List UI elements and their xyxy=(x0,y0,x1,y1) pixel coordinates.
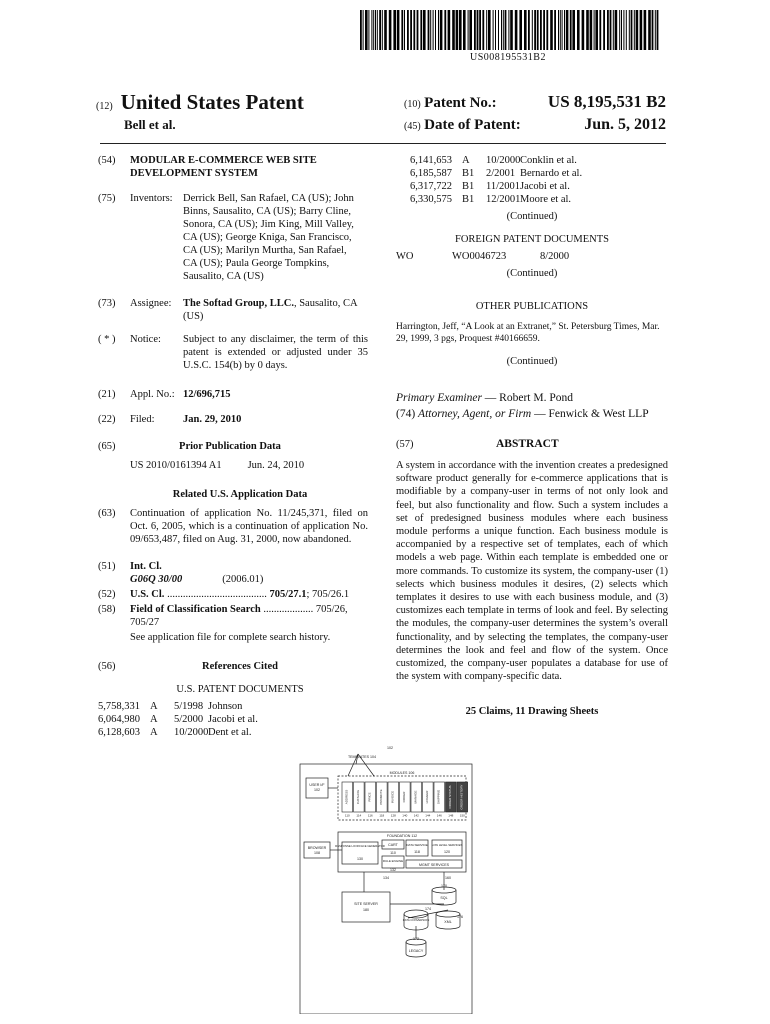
barcode-bar xyxy=(477,10,479,50)
response-label: RESPONSE LOOKFACE GENERATOR xyxy=(335,844,385,848)
barcode-bar xyxy=(570,10,572,50)
intcl-label: Int. Cl. xyxy=(130,561,162,572)
barcode-bar xyxy=(401,10,403,50)
intcl-class: G06Q 30/00 xyxy=(130,574,183,585)
reference-date: 10/2000 xyxy=(174,727,209,738)
barcode-bar xyxy=(373,10,374,50)
attorney-label: Attorney, Agent, or Firm xyxy=(418,408,532,420)
patent-header-left xyxy=(96,90,304,133)
reference-date: 5/1998 xyxy=(174,701,204,712)
barcode-bar xyxy=(459,10,462,50)
uscl-dots: ...................................... xyxy=(164,589,267,600)
barcode-bar xyxy=(623,10,624,50)
related-heading: Related U.S. Application Data xyxy=(172,489,308,500)
reference-no: 6,317,722 xyxy=(410,181,452,192)
barcode-bar xyxy=(501,10,502,50)
prior-pub-row xyxy=(130,459,370,472)
ref-134: 134 xyxy=(383,876,389,880)
prior-heading: Prior Publication Data xyxy=(179,441,281,452)
inventor-short: Bell et al. xyxy=(124,117,176,132)
code-12: (12) xyxy=(96,101,113,112)
field-dots: ................... xyxy=(260,604,314,615)
barcode-bar xyxy=(503,10,504,50)
barcode-bar xyxy=(423,10,426,50)
field-value: 705/26, 705/27 xyxy=(130,604,348,628)
intcl-code: (51) xyxy=(98,561,116,572)
foreign-number: WO0046723 xyxy=(452,251,507,262)
prior-date: Jun. 24, 2010 xyxy=(247,460,305,471)
barcode-bar xyxy=(393,10,396,50)
barcode-bar xyxy=(610,10,612,50)
barcode-bar xyxy=(493,10,494,50)
us-refs-list xyxy=(98,700,370,739)
barcode-bar xyxy=(413,10,415,50)
assignee-name: The Softad Group, LLC. xyxy=(183,298,294,309)
module-number: 142 xyxy=(413,813,419,818)
abstract-heading: ABSTRACT xyxy=(496,438,559,450)
barcode-bar xyxy=(515,10,518,50)
barcode-bar xyxy=(448,10,451,50)
module-number: 116 xyxy=(367,813,373,818)
barcode-bar xyxy=(488,10,491,50)
uscl-code: (52) xyxy=(98,589,116,600)
barcode-bar xyxy=(528,10,530,50)
foreign-date: 8/2000 xyxy=(540,251,570,262)
notice-code: ( * ) xyxy=(98,334,116,345)
sql-number: 170 xyxy=(441,884,447,888)
barcode xyxy=(360,10,662,50)
barcode-bar xyxy=(562,10,563,50)
legacy-cylinder xyxy=(406,939,426,957)
country-title: United States Patent xyxy=(120,90,304,114)
barcode-bar xyxy=(652,10,654,50)
module-name: ORDER STATUS xyxy=(447,785,452,809)
foreign-country: WO xyxy=(396,251,414,262)
reference-row xyxy=(98,700,370,713)
barcode-bar xyxy=(404,10,405,50)
barcode-bar xyxy=(603,10,605,50)
browser-label: BROWSER xyxy=(307,846,327,850)
attorney-row xyxy=(396,406,668,422)
barcode-bar xyxy=(655,10,656,50)
reference-row xyxy=(410,154,668,167)
module-name: PRICE xyxy=(367,792,372,802)
refs-heading: References Cited xyxy=(202,661,278,672)
barcode-bar xyxy=(428,10,430,50)
reference-row xyxy=(410,193,668,206)
uscl-label: U.S. Cl. xyxy=(130,589,165,600)
field-label: Field of Classification Search xyxy=(130,604,261,615)
barcode-bar xyxy=(640,10,643,50)
barcode-bar xyxy=(368,10,369,50)
invention-title: MODULAR E-COMMERCE WEB SITE DEVELOPMENT SYSTEM xyxy=(130,155,317,179)
appl-label: Appl. No.: xyxy=(130,389,175,400)
barcode-bar xyxy=(444,10,446,50)
barcode-bar xyxy=(519,10,522,50)
date-label: Date of Patent: xyxy=(424,117,521,133)
cart-label: CART xyxy=(388,843,398,847)
module-number: 148 xyxy=(448,813,454,818)
rule-engine-number: 132 xyxy=(390,868,396,872)
code-45: (45) xyxy=(404,121,421,132)
cart-number: 110 xyxy=(390,851,396,855)
abstract-heading-row xyxy=(396,438,668,451)
barcode-bar xyxy=(566,10,569,50)
reference-row xyxy=(410,167,668,180)
barcode-bar xyxy=(613,10,614,50)
intcl-row xyxy=(130,573,370,586)
reference-date: 2/2001 xyxy=(486,168,516,179)
module-number: 140 xyxy=(402,813,408,818)
site-server-number: 180 xyxy=(363,908,369,912)
barcode-bar xyxy=(456,10,459,50)
templates-label: TEMPLATES 104 xyxy=(347,755,377,759)
module-number: 128 xyxy=(390,813,396,818)
barcode-bar xyxy=(590,10,593,50)
user-if-number: 102 xyxy=(314,788,320,792)
barcode-bar xyxy=(479,10,481,50)
attorney-code: (74) xyxy=(396,408,416,420)
module-number: 144 xyxy=(425,813,431,818)
barcode-bar xyxy=(363,10,364,50)
reference-kind: A xyxy=(150,714,158,725)
reference-name: Conklin et al. xyxy=(520,155,577,166)
data-service-label: DATA SERVICE xyxy=(406,843,428,847)
barcode-bar xyxy=(540,10,542,50)
reference-kind: B1 xyxy=(462,181,475,192)
barcode-bar xyxy=(546,10,548,50)
barcode-bar xyxy=(607,10,609,50)
barcode-bar xyxy=(452,10,455,50)
inventors-label: Inventors: xyxy=(130,193,173,204)
reference-no: 6,185,587 xyxy=(410,168,452,179)
barcode-bar xyxy=(382,10,383,50)
barcode-bar xyxy=(433,10,434,50)
module-name: MANAGE xyxy=(413,790,418,804)
module-number: 118 xyxy=(379,813,385,818)
barcode-bar xyxy=(498,10,499,50)
barcode-bar xyxy=(534,10,536,50)
reference-no: 6,128,603 xyxy=(98,727,140,738)
module-name: LOGGER xyxy=(424,790,429,804)
barcode-bar xyxy=(430,10,431,50)
barcode-bar xyxy=(438,10,439,50)
examiner-name: — Robert M. Pond xyxy=(481,392,573,404)
assignee-label: Assignee: xyxy=(130,298,172,309)
reference-no: 6,330,575 xyxy=(410,194,452,205)
barcode-bar xyxy=(621,10,622,50)
barcode-bar xyxy=(440,10,443,50)
user-if-label: USER I/F xyxy=(309,783,325,787)
reference-row xyxy=(410,180,668,193)
us-refs-cont-list xyxy=(410,154,668,206)
rule-engine-label: RULE ENGINE xyxy=(382,859,404,863)
barcode-bar xyxy=(468,10,469,50)
reference-kind: B1 xyxy=(462,194,475,205)
barcode-bar xyxy=(495,10,496,50)
barcode-bar xyxy=(629,10,630,50)
barcode-bar xyxy=(615,10,618,50)
barcode-bar xyxy=(550,10,553,50)
reference-kind: A xyxy=(150,727,158,738)
data-conversion-number: 174 xyxy=(425,907,431,911)
reference-name: Jacobi et al. xyxy=(208,714,258,725)
reference-kind: A xyxy=(150,701,158,712)
representative-figure xyxy=(298,742,478,1014)
barcode-bar xyxy=(524,10,527,50)
claims-sheets: 25 Claims, 11 Drawing Sheets xyxy=(465,706,599,718)
barcode-bar xyxy=(482,10,484,50)
barcode-bar xyxy=(379,10,381,50)
cont-code: (63) xyxy=(98,508,116,519)
patent-date: Jun. 5, 2012 xyxy=(584,116,666,133)
ref-160: 160 xyxy=(445,876,451,880)
continued-1: (Continued) xyxy=(506,211,558,222)
prior-pub: US 2010/0161394 A1 xyxy=(130,460,222,471)
barcode-bar xyxy=(599,10,601,50)
header-rule xyxy=(100,143,666,144)
barcode-bar xyxy=(384,10,387,50)
barcode-bar xyxy=(486,10,487,50)
reference-row xyxy=(98,726,370,739)
appl-code: (21) xyxy=(98,389,116,400)
barcode-bar xyxy=(560,10,561,50)
barcode-bar xyxy=(474,10,476,50)
appl-number: 12/696,715 xyxy=(183,389,231,400)
modules-label: MODULES 106 xyxy=(389,771,415,775)
uscl-main: 705/27.1 xyxy=(269,589,307,600)
barcode-bar xyxy=(537,10,539,50)
uscl-rest: ; 705/26.1 xyxy=(306,589,350,600)
legacy-number: 172 xyxy=(413,937,419,941)
assignee-code: (73) xyxy=(98,298,116,309)
reference-kind: B1 xyxy=(462,168,475,179)
reference-no: 6,141,653 xyxy=(410,155,452,166)
barcode-bar xyxy=(365,10,368,50)
module-number: 146 xyxy=(436,813,442,818)
assignee-location: , Sausalito, CA (US) xyxy=(183,298,357,322)
other-heading: OTHER PUBLICATIONS xyxy=(475,301,589,312)
xml-number: 176 xyxy=(457,915,463,919)
filed-label: Filed: xyxy=(130,414,155,425)
barcode-bar xyxy=(543,10,545,50)
barcode-bar xyxy=(586,10,589,50)
title-code: (54) xyxy=(98,155,116,166)
field-note: See application file for complete search history. xyxy=(130,632,331,643)
patent-no-label: Patent No.: xyxy=(424,95,497,111)
module-name: ORDER xyxy=(401,791,406,803)
data-service-number: 118 xyxy=(414,850,420,854)
barcode-bar xyxy=(508,10,509,50)
barcode-bar xyxy=(469,10,472,50)
patent-header-right xyxy=(404,92,666,134)
module-name: ORDER HISTORY xyxy=(459,784,464,810)
foreign-ref xyxy=(396,250,668,263)
module-name: ADDRESS xyxy=(344,789,349,805)
notice-label: Notice: xyxy=(130,334,161,345)
barcode-bar xyxy=(577,10,580,50)
reference-row xyxy=(98,713,370,726)
barcode-bar xyxy=(636,10,639,50)
reference-date: 10/2000 xyxy=(486,155,521,166)
barcode-bar xyxy=(634,10,635,50)
reference-no: 5,758,331 xyxy=(98,701,140,712)
barcode-bar xyxy=(595,10,598,50)
reference-name: Bernardo et al. xyxy=(520,168,583,179)
notice-text: Subject to any disclaimer, the term of this patent is extended or adjusted under 35 U.S.C. 154(b) by 0 days. xyxy=(183,334,368,371)
continued-3: (Continued) xyxy=(506,356,558,367)
barcode-bar xyxy=(558,10,559,50)
attorney-name: — Fenwick & West LLP xyxy=(531,408,649,420)
low-level-label: LOW LEVEL SERVICES xyxy=(431,843,463,847)
barcode-bar xyxy=(377,10,378,50)
module-name: PROMOTE xyxy=(378,789,383,805)
low-level-number: 120 xyxy=(444,850,450,854)
xml-label: XML xyxy=(444,920,452,924)
patent-number: US 8,195,531 B2 xyxy=(547,92,666,111)
barcode-bar xyxy=(417,10,419,50)
module-boxes xyxy=(342,782,468,818)
module-number: 114 xyxy=(356,813,362,818)
data-conversion-label: DATA CONVERSION xyxy=(402,918,430,922)
refs-code: (56) xyxy=(98,661,116,672)
barcode-bar xyxy=(657,10,659,50)
barcode-bar xyxy=(564,10,565,50)
module-name: INVOICE xyxy=(390,790,395,804)
module-name: SHIPPING xyxy=(436,789,441,805)
barcode-bar xyxy=(619,10,620,50)
abstract-text: A system in accordance with the invention creates a predesigned software product generally for e-commerce applications that is modifiable by a company-user in terms of not only look and feel, but also functionality and flow. Such a system includes a set of predesigned business modules where each business module performs a unique function. Each business module is accompanied by a respective set of templates, each of which models a web page. Within each template is embedded one or more commands. To customize its system, the company-user (1) selects which business modules it desires, (2) selects which templates it desires to use with each business module, and (3) customizes each template in terms of look and feel. By selecting the modules, the company-user determines the system’s overall functionality, and by selecting the templates, the company-user determines the look and feel and flow of the system. Once customized, the company-user populates a database for use of the system with company-specific data. xyxy=(396,460,668,683)
barcode-bar xyxy=(631,10,633,50)
site-server-label: SITE SERVER xyxy=(354,902,378,906)
inventors-text: Derrick Bell, San Rafael, CA (US); John Binns, Sausalito, CA (US); Barry Cline, Sonora, CA (US); Jim King, Mill Valley, CA (US); George Kniga, San Francisco, CA (US); Marilyn Murtha, San Rafael, CA (US); Paula George Tompkins, Sausalito, CA (US) xyxy=(183,193,354,282)
filed-date: Jan. 29, 2010 xyxy=(183,414,242,425)
barcode-bar xyxy=(371,10,372,50)
barcode-bar xyxy=(532,10,533,50)
prior-code: (65) xyxy=(98,441,116,452)
foreign-heading: FOREIGN PATENT DOCUMENTS xyxy=(454,234,610,245)
reference-name: Moore et al. xyxy=(520,194,572,205)
barcode-bar xyxy=(510,10,513,50)
barcode-bar xyxy=(505,10,507,50)
right-column xyxy=(396,154,668,718)
continued-2: (Continued) xyxy=(506,268,558,279)
module-number: 110 xyxy=(344,813,350,818)
reference-date: 5/2000 xyxy=(174,714,204,725)
publication-number: US008195531B2 xyxy=(470,52,546,63)
examiner-label: Primary Examiner xyxy=(396,392,482,404)
other-publication: Harrington, Jeff, “A Look at an Extranet,” St. Petersburg Times, Mar. 29, 1999, 3 pgs, Proquest #40166659. xyxy=(396,322,660,344)
browser-box xyxy=(304,842,330,858)
reference-kind: A xyxy=(462,155,470,166)
barcode-bar xyxy=(435,10,436,50)
cont-text: Continuation of application No. 11/245,371, filed on Oct. 6, 2005, which is a continuation of application No. 09/653,487, filed on Aug. 31, 2000, now abandoned. xyxy=(130,508,368,545)
barcode-bar xyxy=(407,10,409,50)
left-column xyxy=(98,154,370,739)
browser-number: 108 xyxy=(314,851,320,855)
inventors-code: (75) xyxy=(98,193,116,204)
barcode-bar xyxy=(648,10,651,50)
barcode-bar xyxy=(360,10,362,50)
reference-no: 6,064,980 xyxy=(98,714,140,725)
reference-date: 12/2001 xyxy=(486,194,521,205)
barcode-bar xyxy=(389,10,392,50)
reference-name: Johnson xyxy=(208,701,243,712)
intcl-year: (2006.01) xyxy=(222,574,264,585)
code-10: (10) xyxy=(404,99,421,110)
barcode-bar xyxy=(463,10,466,50)
barcode-bar xyxy=(375,10,376,50)
abstract-code: (57) xyxy=(396,439,414,450)
barcode-bar xyxy=(582,10,585,50)
barcode-bar xyxy=(626,10,627,50)
barcode-bar xyxy=(554,10,556,50)
mgmt-label: MGMT SERVICES xyxy=(418,863,450,867)
sql-label: SQL xyxy=(440,896,448,900)
site-server-box xyxy=(342,892,390,922)
barcode-bar xyxy=(594,10,595,50)
response-number: 130 xyxy=(357,857,363,861)
us-docs-heading: U.S. PATENT DOCUMENTS xyxy=(176,684,304,695)
reference-date: 11/2001 xyxy=(486,181,521,192)
barcode-bar xyxy=(572,10,575,50)
module-name: CATALOG xyxy=(355,790,360,804)
barcode-bar xyxy=(420,10,422,50)
fig-ref-label: 102 xyxy=(387,746,393,750)
barcode-bar xyxy=(644,10,647,50)
barcode-bar xyxy=(410,10,412,50)
legacy-label: LEGACY xyxy=(408,949,424,953)
examiner-row xyxy=(396,390,668,406)
barcode-bar xyxy=(397,10,400,50)
reference-name: Jacobi et al. xyxy=(520,181,570,192)
module-number: 150 xyxy=(459,813,465,818)
reference-name: Dent et al. xyxy=(208,727,252,738)
foundation-label: FOUNDATION 112 xyxy=(386,834,418,838)
filed-code: (22) xyxy=(98,414,116,425)
field-code: (58) xyxy=(98,604,116,615)
